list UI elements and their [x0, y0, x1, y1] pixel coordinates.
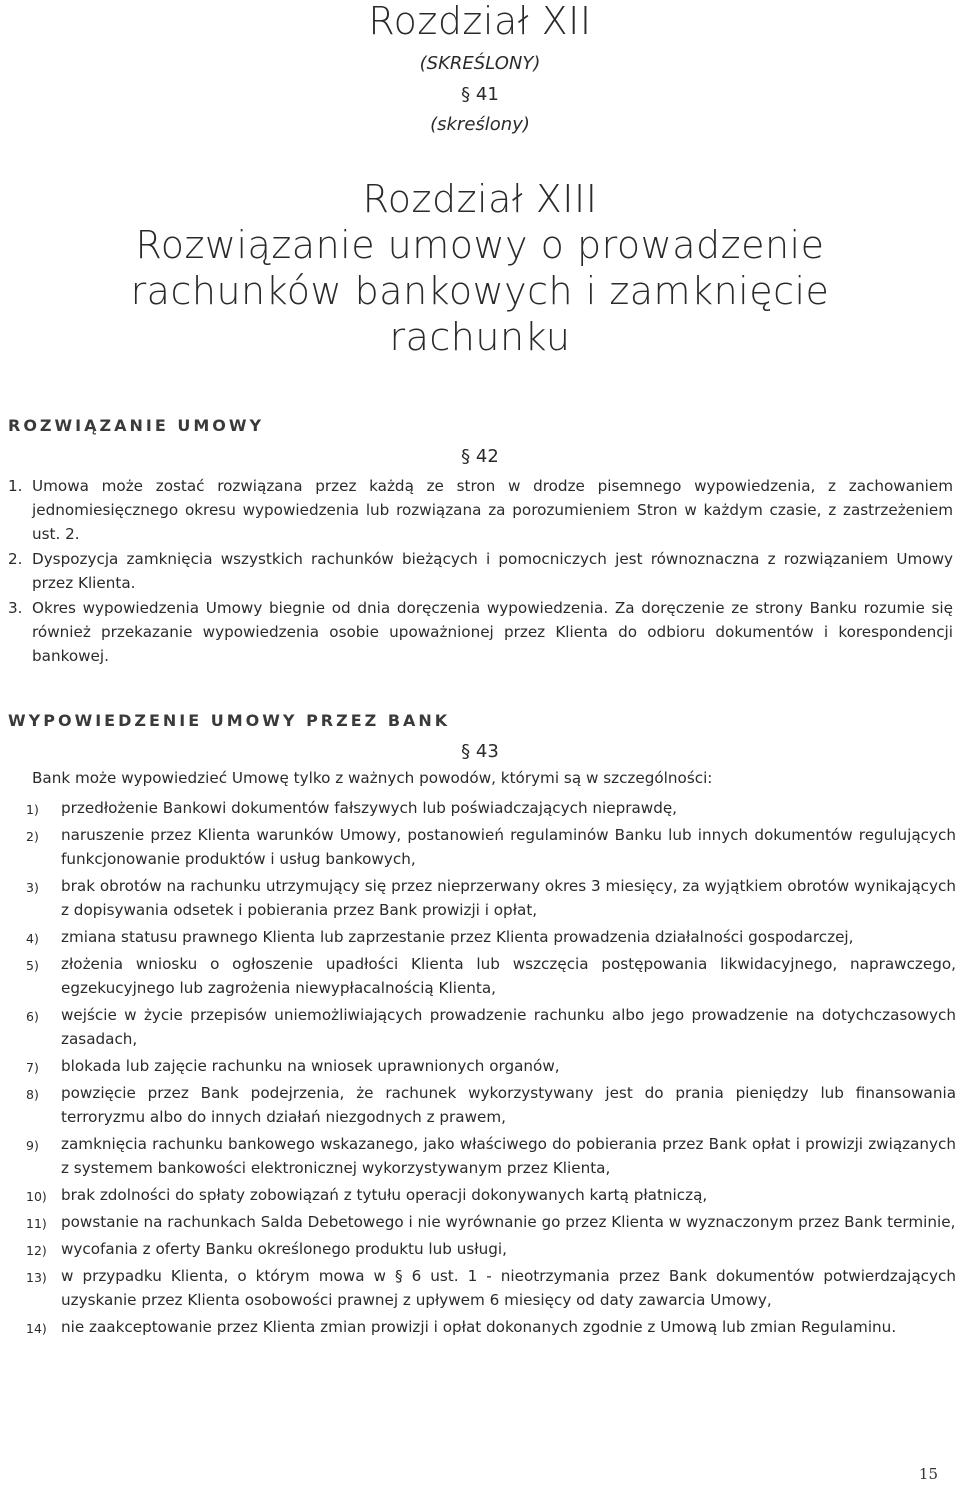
list-item-number: 12) — [26, 1243, 47, 1258]
list-item-number: 11) — [26, 1216, 47, 1231]
list-item — [26, 823, 956, 871]
list-item-number: 4) — [26, 931, 39, 946]
list-item-text: naruszenie przez Klienta warunków Umowy, postanowień regulaminów Banku lub innych dokumentów regulujących funkcjonowanie produktów i usług bankowych, — [61, 826, 956, 868]
list-item-text: brak obrotów na rachunku utrzymujący się przez nieprzerwany okres 3 miesięcy, za wyjątkiem obrotów wynikających z dopisywania odsetek i pobierania przez Bank prowizji i opłat, — [61, 877, 956, 919]
list-item-text: zmiana statusu prawnego Klienta lub zaprzestanie przez Klienta prowadzenia działalności gospodarczej, — [61, 928, 854, 946]
list-item-text: Umowa może zostać rozwiązana przez każdą ze stron w drodze pisemnego wypowiedzenia, z zachowaniem jednomiesięcznego okresu wypowiedzenia lub rozwiązana za porozumieniem Stron w każdym czasie, z zastrzeżeniem ust. 2. — [32, 477, 953, 543]
list-item-text: powzięcie przez Bank podejrzenia, że rachunek wykorzystywany jest do prania pieniędzy lub finansowania terroryzmu albo do innych działań niezgodnych z prawem, — [61, 1084, 956, 1126]
list-item-text: wycofania z oferty Banku określonego produktu lub usługi, — [61, 1240, 507, 1258]
list-item — [26, 1132, 956, 1180]
list-item-text: nie zaakceptowanie przez Klienta zmian prowizji i opłat dokonanych zgodnie z Umową lub zmian Regulaminu. — [61, 1318, 897, 1336]
list-item-number: 3) — [26, 880, 39, 895]
page-number: 15 — [918, 1465, 938, 1483]
chapter-12-subtitle: (SKREŚLONY) — [419, 53, 541, 74]
list-item-number: 7) — [26, 1060, 39, 1075]
list-item-text: powstanie na rachunkach Salda Debetowego i nie wyrównanie go przez Klienta w wyznaczonym przez Bank terminie, — [61, 1213, 956, 1231]
list-item-number: 1) — [26, 802, 39, 817]
list-item — [8, 547, 953, 595]
chapter-13-title-line: rachunków bankowych i zamknięcie — [130, 269, 830, 313]
list-item-text: przedłożenie Bankowi dokumentów fałszywych lub poświadczających nieprawdę, — [61, 799, 678, 817]
list-item-text: Okres wypowiedzenia Umowy biegnie od dnia doręczenia wypowiedzenia. Za doręczenie ze strony Banku rozumie się również przekazanie wypowiedzenia osobie upoważnionej przez Klienta do odbioru dokumentów i korespondencji bankowej. — [32, 599, 953, 665]
paragraph-41-number: § 41 — [461, 84, 499, 105]
list-item-number: 13) — [26, 1270, 47, 1285]
list-item — [26, 1054, 956, 1078]
list-item-text: złożenia wniosku o ogłoszenie upadłości Klienta lub wszczęcia postępowania likwidacyjnego, naprawczego, egzekucyjnego lub zagrożenia niewypłacalnością Klienta, — [61, 955, 956, 997]
paragraph-42-list — [8, 474, 953, 669]
paragraph-43-number: § 43 — [461, 741, 499, 762]
list-item — [8, 596, 953, 668]
paragraph-41-text: (skreślony) — [430, 114, 530, 135]
chapter-13-title-line: Rozdział XIII — [362, 177, 598, 221]
list-item — [26, 1081, 956, 1129]
list-item — [26, 1003, 956, 1051]
list-item-text: wejście w życie przepisów uniemożliwiających prowadzenie rachunku albo jego prowadzenie na dotychczasowych zasadach, — [61, 1006, 956, 1048]
paragraph-42-number: § 42 — [461, 446, 499, 467]
list-item-number: 5) — [26, 958, 39, 973]
paragraph-43-list — [26, 796, 956, 1342]
list-item-number: 3. — [8, 599, 23, 617]
list-item — [26, 1315, 956, 1339]
list-item — [26, 1210, 956, 1234]
section-heading-termination: ROZWIĄZANIE UMOWY — [8, 416, 265, 435]
list-item-number: 8) — [26, 1087, 39, 1102]
list-item — [26, 925, 956, 949]
list-item-number: 2. — [8, 550, 23, 568]
chapter-13-title — [0, 176, 960, 360]
list-item — [26, 796, 956, 820]
list-item-number: 1. — [8, 477, 23, 495]
list-item — [26, 874, 956, 922]
list-item-text: brak zdolności do spłaty zobowiązań z tytułu operacji dokonywanych kartą płatniczą, — [61, 1186, 708, 1204]
list-item-number: 10) — [26, 1189, 47, 1204]
list-item-number: 14) — [26, 1321, 47, 1336]
list-item-text: zamknięcia rachunku bankowego wskazanego, jako właściwego do pobierania przez Bank opłat i prowizji związanych z systemem bankowości elektronicznej wykorzystywanym przez Klienta, — [61, 1135, 956, 1177]
list-item-number: 6) — [26, 1009, 39, 1024]
list-item — [26, 952, 956, 1000]
section-heading-bank-termination: WYPOWIEDZENIE UMOWY PRZEZ BANK — [8, 711, 451, 730]
list-item-text: blokada lub zajęcie rachunku na wniosek uprawnionych organów, — [61, 1057, 560, 1075]
list-item-number: 2) — [26, 829, 39, 844]
list-item-text: w przypadku Klienta, o którym mowa w § 6 ust. 1 - nieotrzymania przez Bank dokumentów potwierdzających uzyskanie przez Klienta osobowości prawnej z upływem 6 miesięcy od daty zawarcia Umowy, — [61, 1267, 956, 1309]
paragraph-43-intro: Bank może wypowiedzieć Umowę tylko z ważnych powodów, którymi są w szczególności: — [32, 769, 713, 787]
list-item — [26, 1183, 956, 1207]
list-item — [26, 1264, 956, 1312]
list-item — [8, 474, 953, 546]
list-item — [26, 1237, 956, 1261]
list-item-number: 9) — [26, 1138, 39, 1153]
list-item-text: Dyspozycja zamknięcia wszystkich rachunków bieżących i pomocniczych jest równoznaczna z rozwiązaniem Umowy przez Klienta. — [32, 550, 953, 592]
chapter-13-title-line: Rozwiązanie umowy o prowadzenie — [135, 223, 825, 267]
chapter-12-title: Rozdział XII — [368, 0, 592, 43]
chapter-13-title-line: rachunku — [389, 315, 571, 359]
